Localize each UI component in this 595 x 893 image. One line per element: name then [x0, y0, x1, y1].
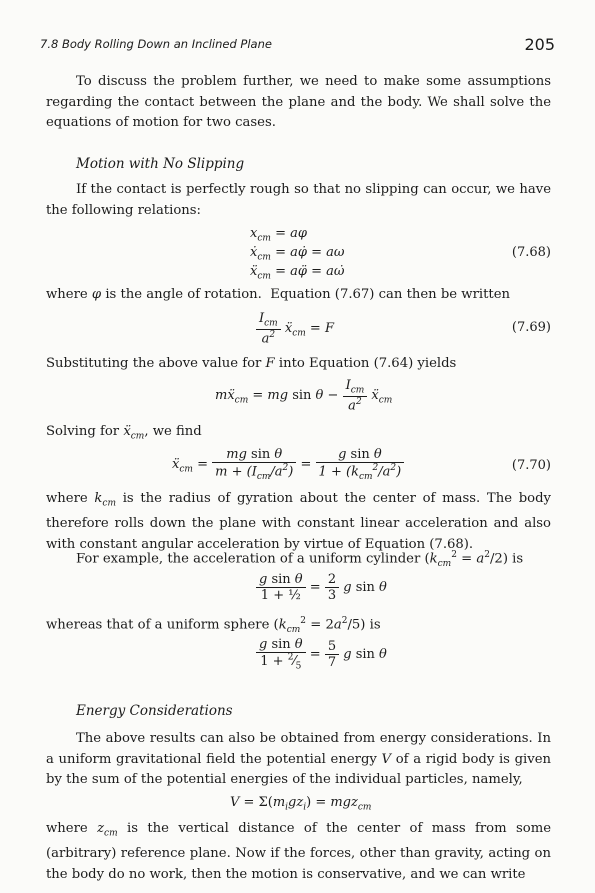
radius-of-gyration-paragraph: where $k_{cm}$ is the radius of gyration about the center of mass. The body therefore rolls down the plane with constant linear acceleration and also with constant angular acceleration by virtue of Equation (7.68).: [46, 491, 551, 552]
eq-number-7-70: (7.70): [511, 458, 551, 473]
section-heading-energy: Energy Considerations: [76, 703, 233, 719]
eq-7-68-line2: ẋ$_{cm}$ = aφ̇ = aω: [250, 245, 345, 263]
text-sphere-example: whereas that of a uniform sphere $(k_{cm}^2 = 2a^2/5)$ is: [46, 616, 381, 636]
no-slipping-paragraph: If the contact is perfectly rough so that no slipping can occur, we have the following relations:: [46, 182, 551, 218]
final-paragraph: where $z_{cm}$ is the vertical distance of the center of mass from some (arbitrary) reference plane. Now if the forces, other than gravity, acting on the body do no work, then the motion is conservative, and we can write: [46, 821, 551, 882]
text-solving-for: Solving for ẍ$_{cm}$, we find: [46, 424, 202, 442]
section-heading-no-slipping: Motion with No Slipping: [76, 156, 245, 172]
equation-7-69: $\frac{I_{cm}}{a^2}$ ẍ$_{cm}$ = F: [256, 311, 334, 346]
intro-paragraph: To discuss the problem further, we need to make some assumptions regarding the contact between the plane and the body. We shall solve the equations of motion for two cases.: [46, 74, 551, 130]
eq-number-7-68: (7.68): [511, 245, 551, 260]
text-substituting: Substituting the above value for F into Equation (7.64) yields: [46, 356, 457, 371]
eq-7-68-line3: ẍ$_{cm}$ = aφ̈ = aω̇: [250, 264, 345, 282]
running-header: 7.8 Body Rolling Down an Inclined Plane: [40, 37, 272, 51]
equation-7-70: ẍ$_{cm}$ = $\frac{\text{mg sin θ}}{m + (I_{cm}/a^2)}$ = $\frac{\text{g sin θ}}{1 + (k_{cm}^2/a^2)}$: [172, 447, 404, 482]
eq-number-7-69: (7.69): [511, 320, 551, 335]
equation-sphere: $\frac{\text{g sin θ}}{1 + ^2⁄_5}$ = $\frac{5}{7}$ g sin θ: [256, 637, 387, 672]
text-cylinder-example: For example, the acceleration of a uniform cylinder $(k_{cm}^2 = a^2/2)$ is: [76, 550, 524, 570]
page-number: 205: [524, 35, 555, 54]
equation-cylinder: $\frac{\text{g sin θ}}{\text{1 + ½}}$ = $\frac{2}{3}$ g sin θ: [256, 572, 387, 603]
text-angle-of-rotation: where φ is the angle of rotation. Equation (7.67) can then be written: [46, 287, 511, 302]
eq-7-68-line1: $x_{cm} = a\varphi$: [250, 226, 307, 244]
equation-substituted: mẍ$_{cm}$ = mg sin θ − $\frac{I_{cm}}{a^2}$ ẍ$_{cm}$: [215, 378, 393, 413]
equation-potential-energy: $V = \Sigma(m_igz_i) = mgz_{cm}$: [230, 795, 372, 813]
energy-paragraph: The above results can also be obtained from energy considerations. In a uniform gravitational field the potential energy V of a rigid body is given by the sum of the potential energies of the individual particles, namely,: [46, 731, 551, 787]
